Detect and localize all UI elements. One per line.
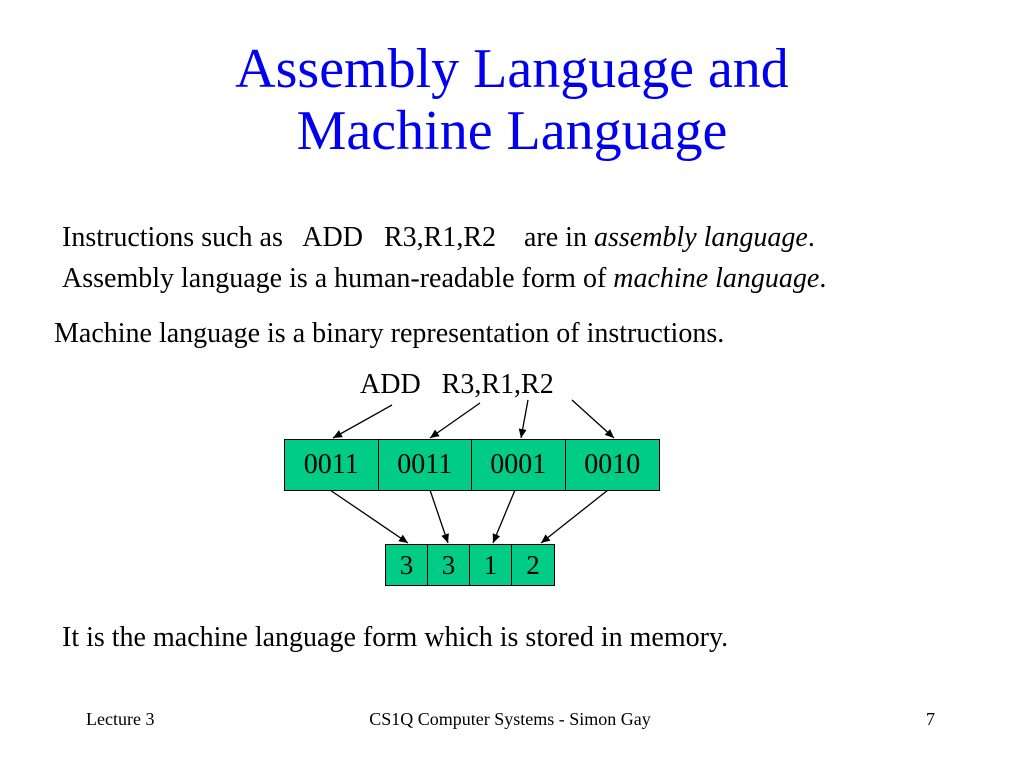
footer-lecture: Lecture 3 [86, 709, 155, 729]
arrow-field3-to-digit [541, 490, 608, 543]
binary-cell-opcode: 0011 [285, 440, 379, 490]
arrow-add-to-opcode [333, 405, 392, 438]
arrow-r2-to-field [572, 400, 614, 438]
binary-cell-r2: 0010 [584, 449, 641, 480]
assembly-language-term: assembly language [593, 222, 808, 253]
body-line-binary: Machine language is a binary representation of instructions. [54, 318, 725, 349]
arrow-field1-to-digit [430, 490, 448, 543]
binary-cell-r1: 0001 [472, 440, 566, 490]
body-line-machine-prefix: Assembly language is a human-readable form of [62, 263, 614, 294]
slide-title-line-2: Machine Language [296, 100, 728, 162]
body-line-machine [62, 262, 826, 296]
digit-cell-4: 2 [526, 549, 540, 580]
binary-cell-r3: 0011 [379, 440, 473, 490]
slide-title [0, 38, 1024, 162]
binary-encoding-row [284, 439, 660, 491]
machine-language-term: machine language [613, 263, 820, 294]
arrow-field2-to-digit [493, 490, 515, 543]
arrow-r1-to-field [521, 400, 528, 438]
body-line-assembly-suffix: . [807, 222, 815, 253]
footer-page-number: 7 [926, 709, 935, 729]
digit-cell-3: 1 [470, 545, 512, 585]
digit-cell-1: 3 [386, 545, 428, 585]
body-line-assembly-prefix: Instructions such as ADD R3,R1,R2 are in [62, 222, 594, 253]
hex-digit-row [385, 544, 555, 586]
arrow-r3-to-field [430, 403, 480, 438]
slide-title-line-1: Assembly Language and [235, 38, 789, 100]
body-line-assembly [62, 221, 815, 255]
body-line-machine-suffix: . [819, 263, 827, 294]
arrow-opcode-to-digit [330, 490, 408, 543]
footer-course: CS1Q Computer Systems - Simon Gay [369, 709, 651, 729]
closing-statement: It is the machine language form which is stored in memory. [62, 622, 729, 653]
digit-cell-2: 3 [428, 545, 470, 585]
instruction-text: ADD R3,R1,R2 [360, 369, 554, 400]
